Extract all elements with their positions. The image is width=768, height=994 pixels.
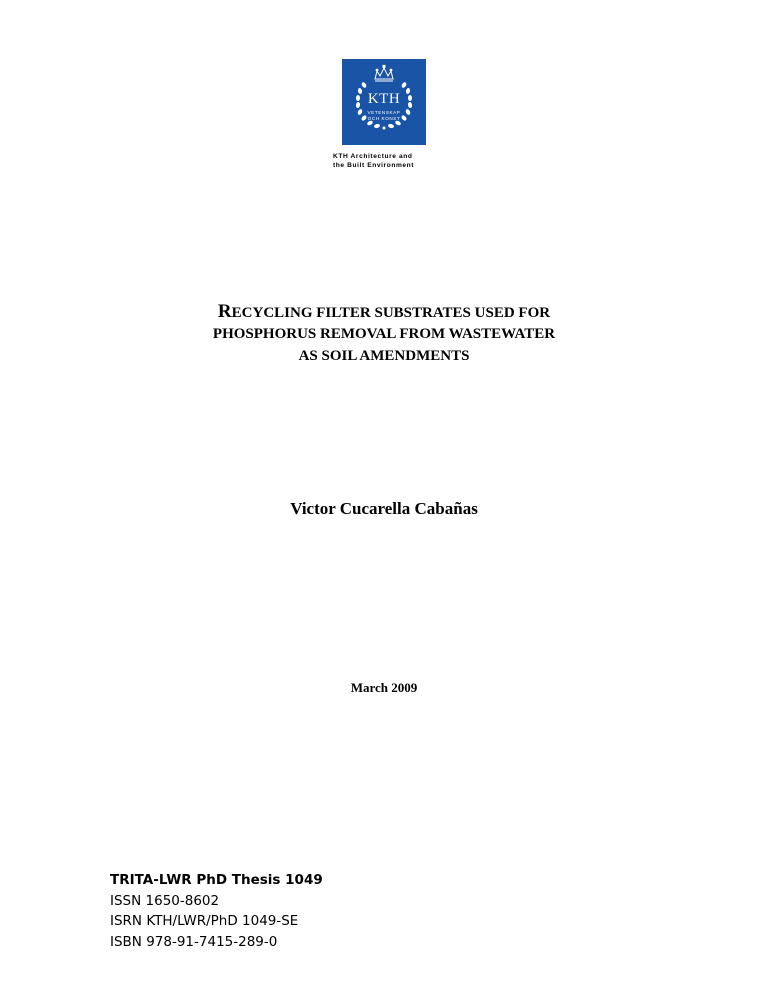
school-line1: KTH Architecture and: [333, 153, 413, 160]
logo-kth-text: KTH: [367, 91, 401, 107]
school-name: [333, 152, 414, 170]
logo-motto-line2: OCH KONST: [367, 116, 401, 121]
title-line3: AS SOIL AMENDMENTS: [298, 348, 470, 364]
isrn: ISRN KTH/LWR/PhD 1049-SE: [110, 913, 299, 929]
title-initial-cap: R: [217, 301, 232, 322]
logo-motto-line1: VETENSKAP: [367, 110, 401, 115]
issn: ISSN 1650-8602: [110, 892, 220, 909]
title-line1-rest: ECYCLING FILTER SUBSTRATES USED FOR: [231, 305, 551, 321]
title-line1: [0, 301, 768, 323]
isbn: ISBN 978-91-7415-289-0: [110, 933, 278, 950]
title-line2: PHOSPHORUS REMOVAL FROM WASTEWATER: [212, 326, 556, 342]
school-line2: the Built Environment: [333, 162, 415, 169]
publication-metadata: [110, 870, 323, 952]
thesis-title: [0, 301, 768, 367]
publication-date: March 2009: [350, 680, 418, 695]
kth-logo: [342, 59, 426, 145]
author-name: Victor Cucarella Cabañas: [290, 499, 478, 518]
thesis-series: TRITA-LWR PhD Thesis 1049: [110, 872, 323, 888]
